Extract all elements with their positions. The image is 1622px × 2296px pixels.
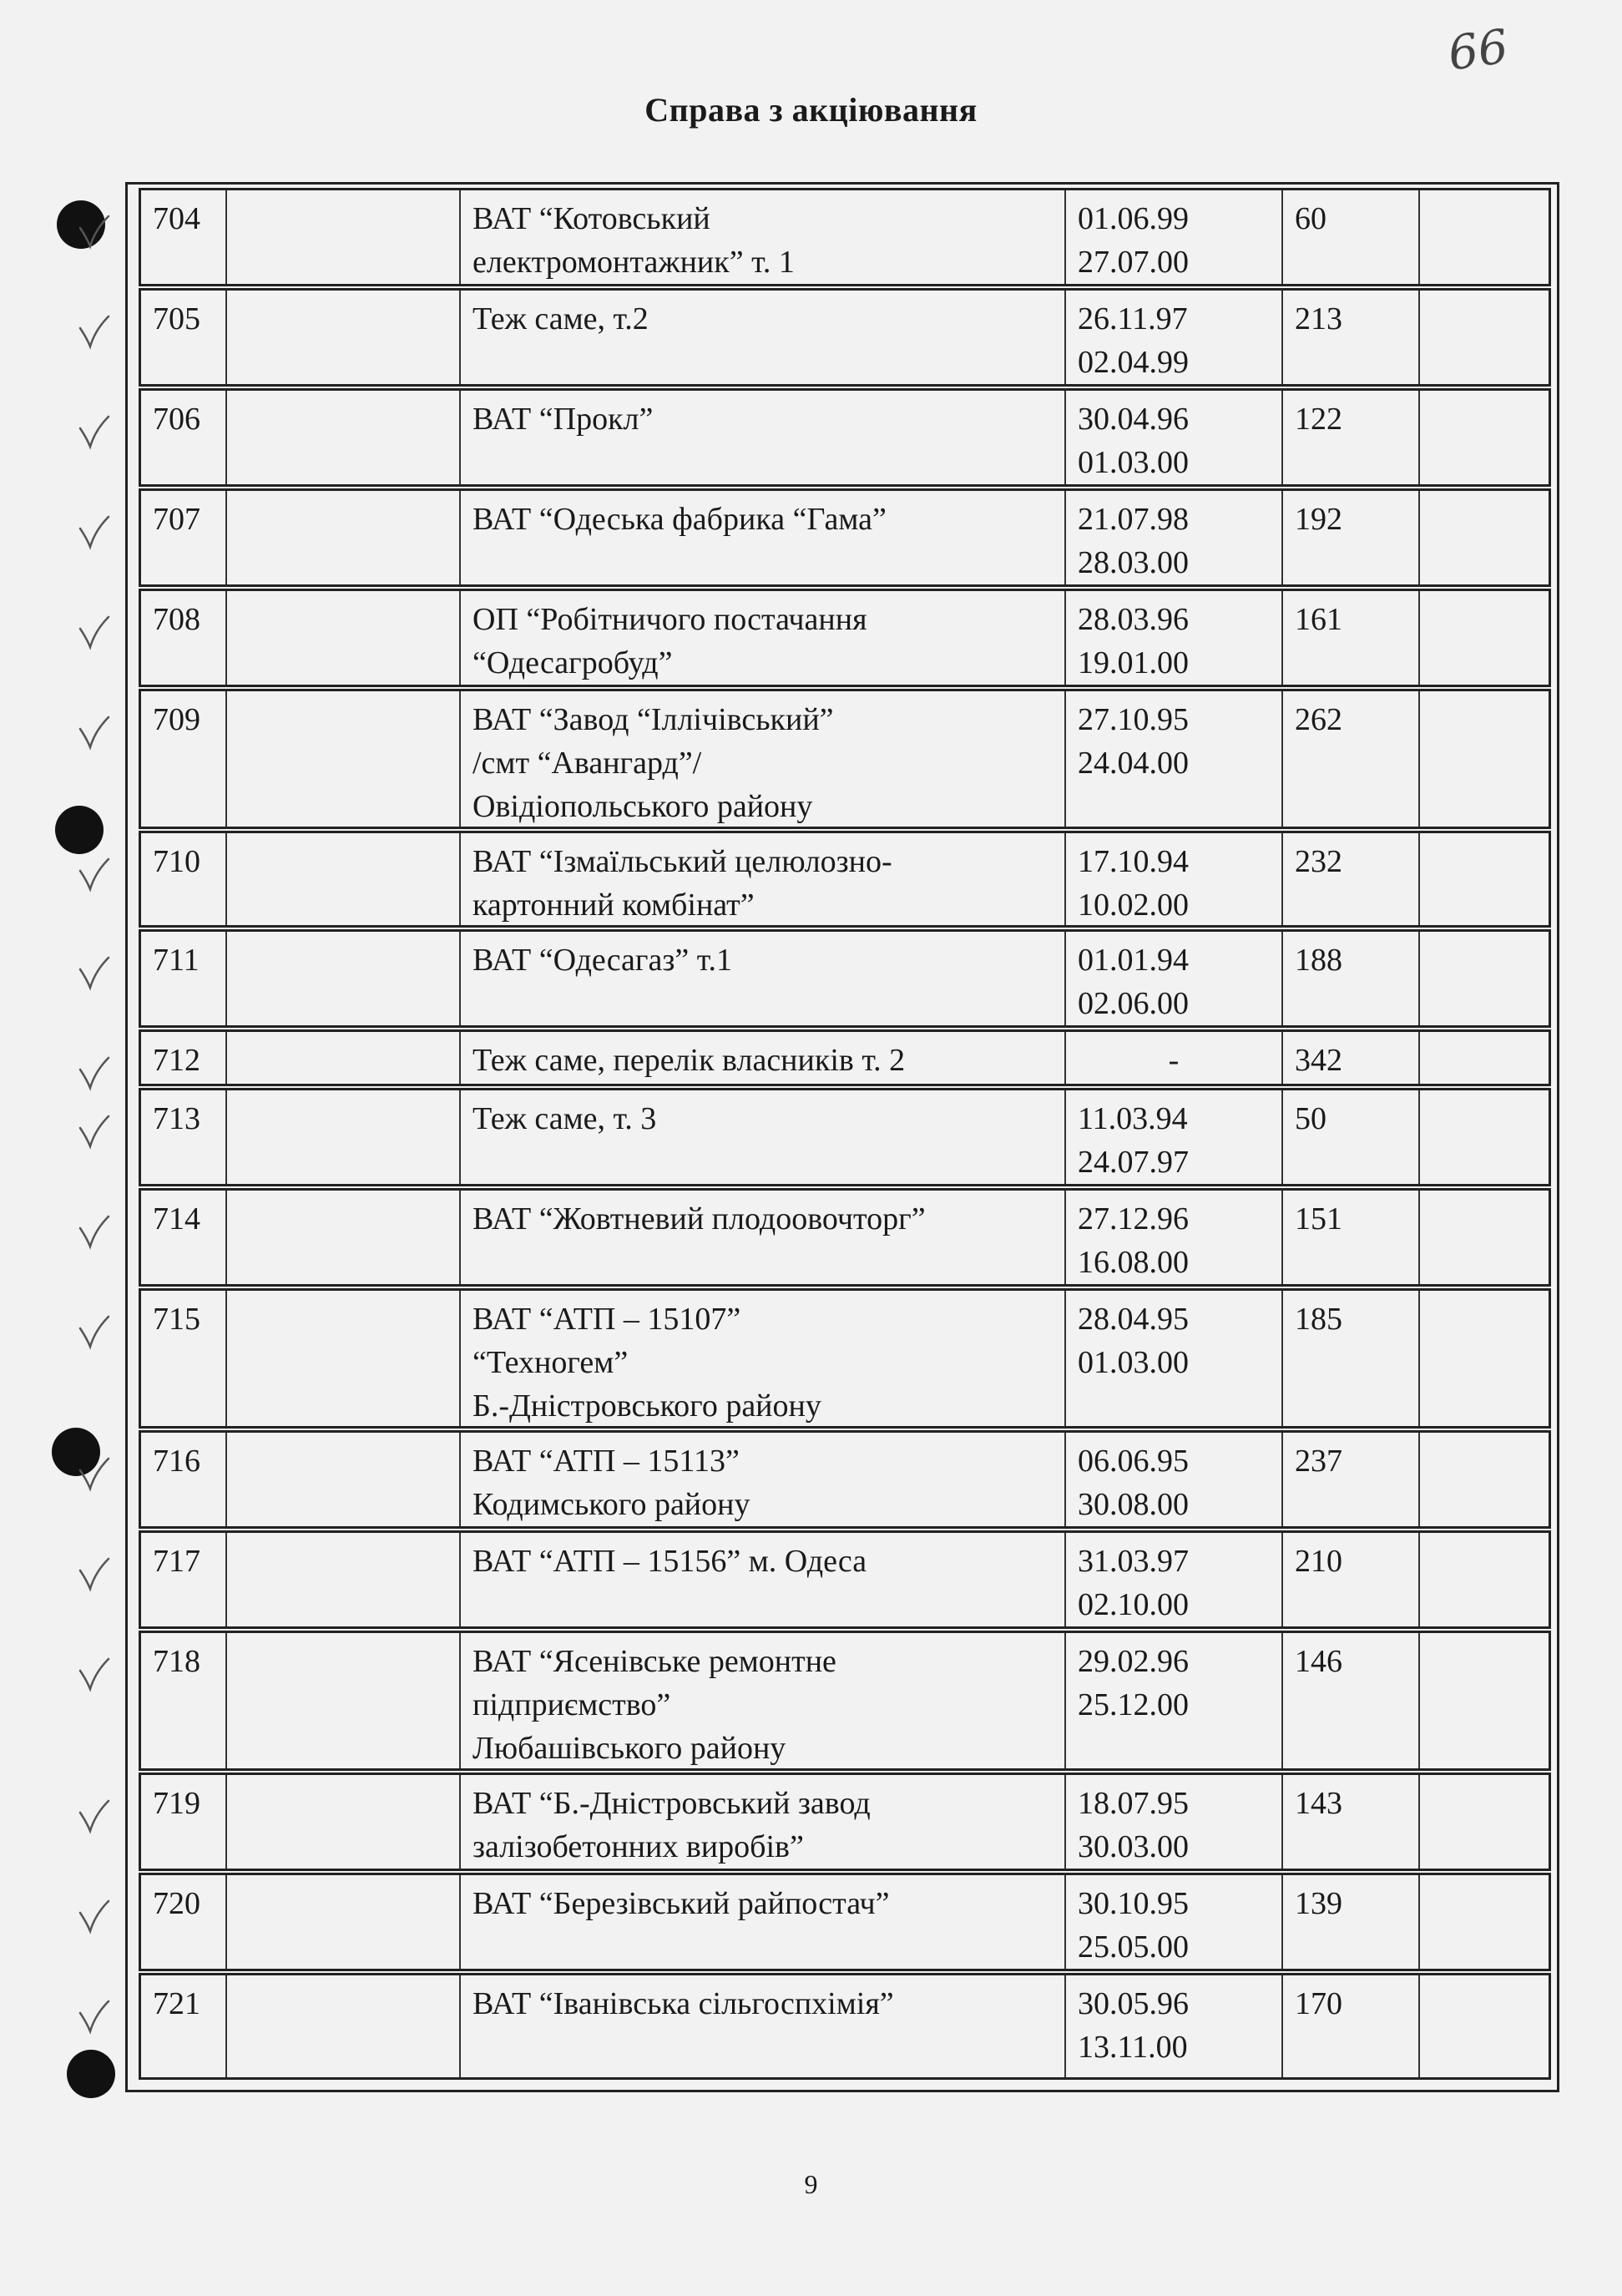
cell-number: 708	[141, 591, 227, 685]
cell-sheets: 192	[1283, 491, 1420, 584]
cell-code	[227, 833, 461, 925]
cell-dates: 17.10.94 10.02.00	[1066, 833, 1283, 925]
table-row	[139, 288, 1551, 387]
cell-dates: 27.12.96 16.08.00	[1066, 1191, 1283, 1284]
cell-note	[1420, 190, 1549, 284]
cell-note	[1420, 1032, 1549, 1084]
cell-sheets: 146	[1283, 1633, 1420, 1768]
punch-hole	[67, 2050, 115, 2098]
cell-dates: 27.10.95 24.04.00	[1066, 691, 1283, 827]
cell-note	[1420, 1291, 1549, 1426]
cell-name: ВАТ “Жовтневий плодоовочторг”	[461, 1191, 1066, 1284]
cell-sheets: 60	[1283, 190, 1420, 284]
cell-name: ВАТ “Березівський райпостач”	[461, 1875, 1066, 1969]
cell-sheets: 161	[1283, 591, 1420, 685]
cell-sheets: 143	[1283, 1775, 1420, 1869]
cell-number: 707	[141, 491, 227, 584]
cell-code	[227, 1633, 461, 1768]
cell-sheets: 151	[1283, 1191, 1420, 1284]
cell-note	[1420, 591, 1549, 685]
checkmark-icon	[77, 1656, 110, 1689]
cell-code	[227, 691, 461, 827]
cell-name: Теж саме, т.2	[461, 291, 1066, 384]
checkmark-icon	[77, 413, 110, 447]
folio-number: 66	[1444, 19, 1512, 82]
table-row	[139, 188, 1551, 286]
cell-number: 719	[141, 1775, 227, 1869]
cell-sheets: 50	[1283, 1090, 1420, 1184]
cell-note	[1420, 391, 1549, 484]
cell-sheets: 185	[1283, 1291, 1420, 1426]
cell-name: ВАТ “Ізмаїльський целюлозно- картонний комбінат”	[461, 833, 1066, 925]
cell-name: ВАТ “Котовський електромонтажник” т. 1	[461, 190, 1066, 284]
cell-name: ВАТ “АТП – 15113” Кодимського району	[461, 1433, 1066, 1526]
checkmark-icon	[77, 1798, 110, 1831]
cell-dates: 01.01.94 02.06.00	[1066, 932, 1283, 1025]
cell-code	[227, 190, 461, 284]
cell-dates: 28.04.95 01.03.00	[1066, 1291, 1283, 1426]
checkmark-icon	[77, 1213, 110, 1247]
cell-dates: 29.02.96 25.12.00	[1066, 1633, 1283, 1768]
cell-code	[227, 1433, 461, 1526]
cell-name: ВАТ “Іванівська сільгоспхімія”	[461, 1975, 1066, 2077]
checkmark-icon	[77, 954, 110, 988]
cell-name: ОП “Робітничого постачання “Одесагробуд”	[461, 591, 1066, 685]
cell-note	[1420, 1775, 1549, 1869]
cell-number: 714	[141, 1191, 227, 1284]
table-row	[139, 1088, 1551, 1186]
table-row	[139, 1530, 1551, 1629]
cell-code	[227, 1090, 461, 1184]
cell-number: 712	[141, 1032, 227, 1084]
cell-name: ВАТ “АТП – 15107” “Техногем” Б.-Дністровського району	[461, 1291, 1066, 1426]
cell-sheets: 139	[1283, 1875, 1420, 1969]
checkmark-icon	[77, 1313, 110, 1347]
cell-code	[227, 932, 461, 1025]
cell-note	[1420, 1533, 1549, 1626]
cell-name: ВАТ “Б.-Дністровський завод залізобетонних виробів”	[461, 1775, 1066, 1869]
cell-dates: 31.03.97 02.10.00	[1066, 1533, 1283, 1626]
checkmark-icon	[77, 614, 110, 647]
cell-dates: 06.06.95 30.08.00	[1066, 1433, 1283, 1526]
cell-name: ВАТ “Ясенівське ремонтне підприємство” Любашівського району	[461, 1633, 1066, 1768]
cell-dates: 18.07.95 30.03.00	[1066, 1775, 1283, 1869]
table-row	[139, 1873, 1551, 1971]
cell-code	[227, 1533, 461, 1626]
cell-sheets: 342	[1283, 1032, 1420, 1084]
cell-number: 709	[141, 691, 227, 827]
cell-dates: 11.03.94 24.07.97	[1066, 1090, 1283, 1184]
cell-code	[227, 491, 461, 584]
cell-number: 715	[141, 1291, 227, 1426]
checkmark-icon	[77, 1998, 110, 2031]
checkmark-icon	[77, 1898, 110, 1931]
cell-dates: 30.05.96 13.11.00	[1066, 1975, 1283, 2077]
cell-note	[1420, 1633, 1549, 1768]
cell-note	[1420, 1433, 1549, 1526]
cell-note	[1420, 1875, 1549, 1969]
page-number: 9	[804, 2169, 818, 2199]
cell-number: 720	[141, 1875, 227, 1969]
cell-name: ВАТ “АТП – 15156” м. Одеса	[461, 1533, 1066, 1626]
checkmark-icon	[77, 1455, 110, 1489]
table-row	[139, 388, 1551, 487]
table-row	[139, 1029, 1551, 1086]
cell-code	[227, 1875, 461, 1969]
checkmark-icon	[77, 714, 110, 747]
cell-note	[1420, 691, 1549, 827]
checkmark-icon	[77, 1113, 110, 1146]
cell-sheets: 122	[1283, 391, 1420, 484]
cell-number: 706	[141, 391, 227, 484]
cell-number: 705	[141, 291, 227, 384]
cell-sheets: 170	[1283, 1975, 1420, 2077]
cell-note	[1420, 1090, 1549, 1184]
cell-number: 704	[141, 190, 227, 284]
checkmark-icon	[77, 213, 110, 246]
cell-sheets: 232	[1283, 833, 1420, 925]
cell-name: ВАТ “Одесагаз” т.1	[461, 932, 1066, 1025]
cell-number: 710	[141, 833, 227, 925]
checkmark-icon	[77, 1555, 110, 1589]
cell-sheets: 213	[1283, 291, 1420, 384]
checkmark-icon	[77, 856, 110, 889]
cell-number: 717	[141, 1533, 227, 1626]
cell-note	[1420, 932, 1549, 1025]
table-row	[139, 1773, 1551, 1871]
cell-code	[227, 1291, 461, 1426]
cell-note	[1420, 1975, 1549, 2077]
cell-code	[227, 1975, 461, 2077]
cell-sheets: 262	[1283, 691, 1420, 827]
table-row	[139, 1631, 1551, 1771]
checkmark-icon	[77, 513, 110, 547]
checkmark-icon	[77, 1054, 110, 1088]
table-row	[139, 1973, 1551, 2080]
cell-dates: 30.10.95 25.05.00	[1066, 1875, 1283, 1969]
cell-sheets: 188	[1283, 932, 1420, 1025]
cell-note	[1420, 1191, 1549, 1284]
cell-dates: 21.07.98 28.03.00	[1066, 491, 1283, 584]
cell-code	[227, 591, 461, 685]
cell-code	[227, 1191, 461, 1284]
cell-number: 713	[141, 1090, 227, 1184]
cell-code	[227, 391, 461, 484]
cell-sheets: 237	[1283, 1433, 1420, 1526]
cell-dates: 28.03.96 19.01.00	[1066, 591, 1283, 685]
cell-name: ВАТ “Прокл”	[461, 391, 1066, 484]
cell-dates: 26.11.97 02.04.99	[1066, 291, 1283, 384]
cell-code	[227, 1032, 461, 1084]
cell-note	[1420, 291, 1549, 384]
cell-name: Теж саме, перелік власників т. 2	[461, 1032, 1066, 1084]
checkmark-icon	[77, 313, 110, 346]
cell-dates: -	[1066, 1032, 1283, 1084]
table-row	[139, 831, 1551, 928]
table-row	[139, 589, 1551, 687]
table-row	[139, 689, 1551, 829]
cell-number: 711	[141, 932, 227, 1025]
cell-number: 721	[141, 1975, 227, 2077]
cell-dates: 01.06.99 27.07.00	[1066, 190, 1283, 284]
cell-name: Теж саме, т. 3	[461, 1090, 1066, 1184]
cell-code	[227, 1775, 461, 1869]
table-row	[139, 929, 1551, 1028]
table-row	[139, 1288, 1551, 1429]
cell-number: 718	[141, 1633, 227, 1768]
cell-code	[227, 291, 461, 384]
cell-dates: 30.04.96 01.03.00	[1066, 391, 1283, 484]
cell-number: 716	[141, 1433, 227, 1526]
punch-hole	[55, 806, 104, 854]
page-title: Справа з акціювання	[644, 91, 978, 129]
table-row	[139, 488, 1551, 587]
table-row	[139, 1430, 1551, 1529]
cell-sheets: 210	[1283, 1533, 1420, 1626]
cell-name: ВАТ “Завод “Іллічівський” /смт “Авангард”/ Овідіопольського району	[461, 691, 1066, 827]
table-row	[139, 1188, 1551, 1287]
cell-note	[1420, 833, 1549, 925]
cell-name: ВАТ “Одеська фабрика “Гама”	[461, 491, 1066, 584]
cell-note	[1420, 491, 1549, 584]
